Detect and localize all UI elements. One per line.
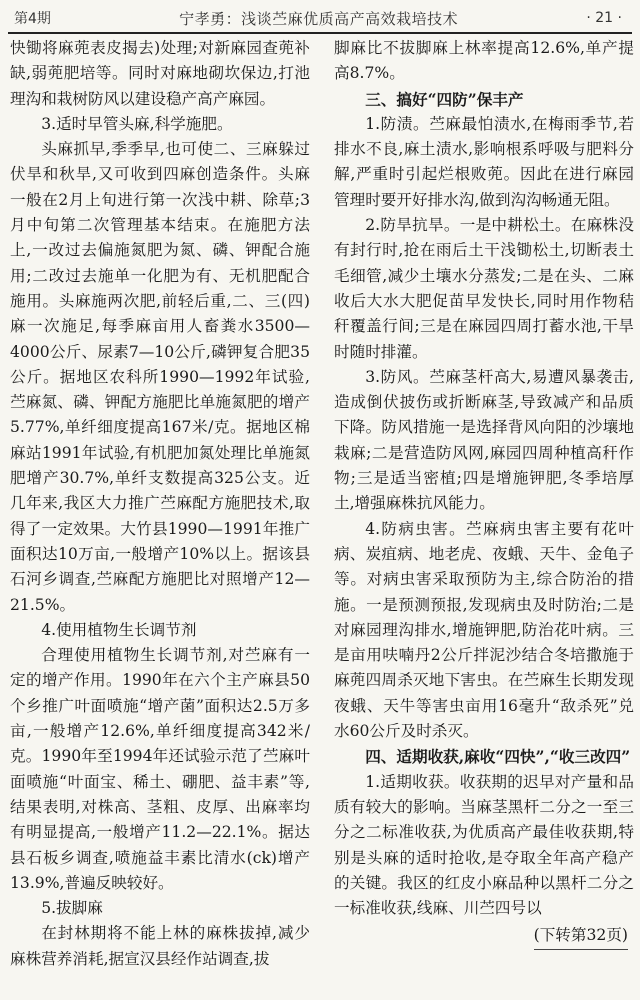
paragraph: 脚麻比不拔脚麻上林率提高12.6%,单产提高8.7%。	[334, 39, 634, 83]
section-heading: 四、适期收获,麻收“四快”,“收三改四”	[365, 747, 631, 767]
paragraph: 4.防病虫害。苎麻病虫害主要有花叶病、炭疽病、地老虎、夜蛾、天牛、金龟子等。对病虫害采取预防为主,综合防治的措施。一是预测预报,发现病虫及时防治;二是对麻园理沟排水,增施钾肥,防治花叶病。三是亩用呋喃丹2公斤拌泥沙结合冬培撒施于麻蔸四周杀灭地下害虫。在苎麻生长期发现夜蛾、天牛等害虫亩用16毫升“敌杀死”兑水60公斤及时杀灭。	[334, 519, 634, 741]
page-number: · 21 ·	[586, 10, 622, 26]
paragraph: 2.防旱抗旱。一是中耕松土。在麻株没有封行时,抢在雨后土干浅锄松土,切断表土毛细管,减少土壤水分蒸发;二是在头、二麻收后大水大肥促苗早发快长,同时用作物秸秆覆盖行间;三是在麻园四周打蓄水池,干旱时随时排灌。	[334, 216, 634, 361]
paragraph: 1.防渍。苎麻最怕渍水,在梅雨季节,若排水不良,麻土渍水,影响根系呼吸与肥料分解,严重时引起烂根败蔸。因此在进行麻园管理时要开好排水沟,做到沟沟畅通无阻。	[334, 114, 634, 209]
left-column	[10, 36, 310, 972]
issue-number: 第4期	[14, 11, 51, 27]
paragraph: 1.适期收获。收获期的迟早对产量和品质有较大的影响。当麻茎黑杆二分之一至三分之二标准收获,为优质高产最佳收获期,特别是头麻的适时抢收,是夺取全年高产稳产的关键。我区的红皮小麻品种以黑杆二分之一标准收获,线麻、川苎四号以	[334, 772, 634, 918]
subheading: 5.拔脚麻	[41, 899, 103, 918]
running-header	[8, 4, 632, 34]
paragraph: 3.防风。苎麻茎杆高大,易遭风暴袭击,造成倒伏披伤或折断麻茎,导致减产和品质下降。防风措施一是选择背风向阳的沙壤地栽麻;二是营造防风网,麻园四周种植高秆作物;三是适当密植;四是增施钾肥,冬季培厚土,增强麻株抗风能力。	[334, 367, 634, 513]
paragraph: 快锄将麻蔸表皮揭去)处理;对新麻园查蔸补缺,弱蔸肥培等。同时对麻地砌坎保边,打池理沟和栽树防风以建设稳产高产麻园。	[10, 39, 310, 108]
continued-note	[334, 923, 634, 949]
running-title: 宁孝勇：浅谈苎麻优质高产高效栽培技术	[179, 9, 459, 28]
section-heading: 三、搞好“四防”保丰产	[365, 89, 524, 109]
right-column	[334, 36, 634, 950]
subheading: 3.适时早管头麻,科学施肥。	[41, 114, 233, 133]
paragraph: 头麻抓早,季季早,也可使二、三麻躲过伏旱和秋旱,又可收到四麻创造条件。头麻一般在2月上旬进行第一次浅中耕、除草;3月中旬第二次管理基本结束。在施肥方法上,一改过去偏施氮肥为氮、磷、钾配合施用;二改过去施单一化肥为有、无机肥配合施用。头麻施两次肥,前轻后重,二、三(四)麻一次施足,每季麻亩用人畜粪水3500—4000公斤、尿素7—10公斤,磷钾复合肥35公斤。据地区农科所1990—1992年试验,苎麻氮、磷、钾配方施肥比单施氮肥的增产5.77%,单纤细度提高167米/克。据地区棉麻站1991年试验,有机肥加氮处理比单施氮肥增产30.7%,单纤支数提高325公支。近几年来,我区大力推广苎麻配方施肥技术,取得了一定效果。大竹县1990—1991年推广面积达10万亩,一般增产10%以上。据该县石河乡调查,苎麻配方施肥比对照增产12—21.5%。	[10, 140, 310, 614]
paragraph: 合理使用植物生长调节剂,对苎麻有一定的增产作用。1990年在六个主产麻县50个乡推广叶面喷施“增产菌”面积达2.5万多亩,一般增产12.6%,单纤细度提高342米/克。1990年至1994年还试验示范了苎麻叶面喷施“叶面宝、稀土、硼肥、益丰素”等,结果表明,对株高、茎粗、皮厚、出麻率均有明显提高,一般增产11.2—22.1%。据达县石板乡调查,喷施益丰素比清水(ck)增产13.9%,普遍反映较好。	[10, 646, 310, 892]
subheading: 4.使用植物生长调节剂	[41, 620, 197, 639]
paragraph: 在封林期将不能上林的麻株拔掉,减少麻株营养消耗,据宣汉县经作站调查,拔	[10, 924, 310, 968]
continued-note-text: (下转第32页)	[534, 923, 628, 949]
